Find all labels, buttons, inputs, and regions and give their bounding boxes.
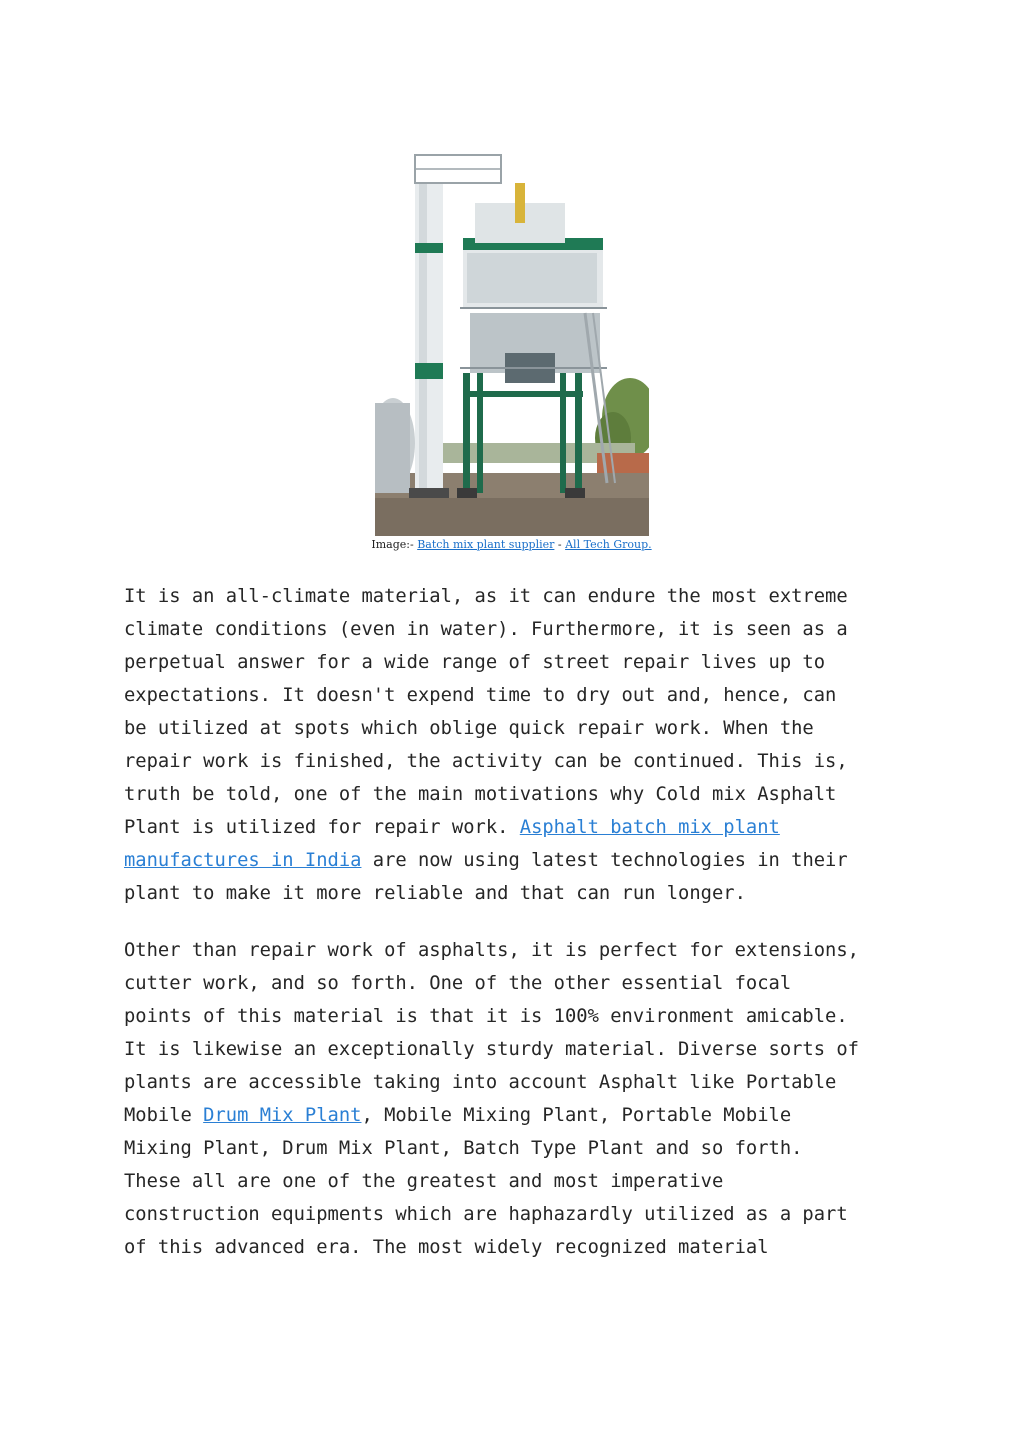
asphalt-batch-plant-photo: [375, 153, 649, 536]
paragraph-line: Mixing Plant, Drum Mix Plant, Batch Type Plant and so forth.: [124, 1138, 803, 1159]
paragraph-line: plants are accessible taking into account Asphalt like Portable: [124, 1072, 837, 1093]
caption-link-batch-mix-plant-supplier[interactable]: Batch mix plant supplier: [417, 538, 555, 551]
paragraph-text: are now using latest technologies in their: [372, 850, 848, 871]
paragraph-line: [124, 844, 914, 877]
paragraph-line: cutter work, and so forth. One of the other essential focal: [124, 973, 792, 994]
paragraph-line: points of this material is that it is 100% environment amicable.: [124, 1006, 848, 1027]
paragraph-line: of this advanced era. The most widely recognized material: [124, 1237, 769, 1258]
paragraph-line: repair work is finished, the activity can be continued. This is,: [124, 751, 848, 772]
paragraph-line: These all are one of the greatest and most imperative: [124, 1171, 724, 1192]
paragraph-text: , Mobile Mixing Plant, Portable Mobile: [361, 1105, 792, 1126]
paragraph-text: Mobile: [124, 1105, 192, 1126]
paragraph-line: be utilized at spots which oblige quick repair work. When the: [124, 718, 814, 739]
paragraph-line: It is an all-climate material, as it can endure the most extreme: [124, 586, 848, 607]
paragraph-line: construction equipments which are haphazardly utilized as a part: [124, 1204, 848, 1225]
link-manufactures-in-india[interactable]: manufactures in India: [124, 850, 362, 871]
caption-link-all-tech-group[interactable]: All Tech Group.: [565, 538, 652, 551]
caption-prefix: Image:-: [371, 538, 414, 551]
paragraph-1: [124, 580, 914, 910]
paragraph-line: truth be told, one of the main motivations why Cold mix Asphalt: [124, 784, 837, 805]
image-caption: [0, 538, 1023, 552]
paragraph-text: Plant is utilized for repair work.: [124, 817, 509, 838]
paragraph-line: perpetual answer for a wide range of street repair lives up to: [124, 652, 826, 673]
caption-separator: -: [557, 538, 562, 551]
paragraph-line: plant to make it more reliable and that can run longer.: [124, 883, 746, 904]
paragraph-line: [124, 811, 914, 844]
paragraph-line: Other than repair work of asphalts, it is perfect for extensions,: [124, 940, 859, 961]
paragraph-line: It is likewise an exceptionally sturdy material. Diverse sorts of: [124, 1039, 859, 1060]
paragraph-line: climate conditions (even in water). Furthermore, it is seen as a: [124, 619, 848, 640]
link-asphalt-batch-mix-plant[interactable]: Asphalt batch mix plant: [519, 817, 780, 838]
paragraph-line: expectations. It doesn't expend time to dry out and, hence, can: [124, 685, 837, 706]
plant-image: [375, 153, 649, 536]
link-drum-mix-plant[interactable]: Drum Mix Plant: [203, 1105, 362, 1126]
paragraph-2: [124, 934, 914, 1264]
paragraph-line: [124, 1099, 914, 1132]
